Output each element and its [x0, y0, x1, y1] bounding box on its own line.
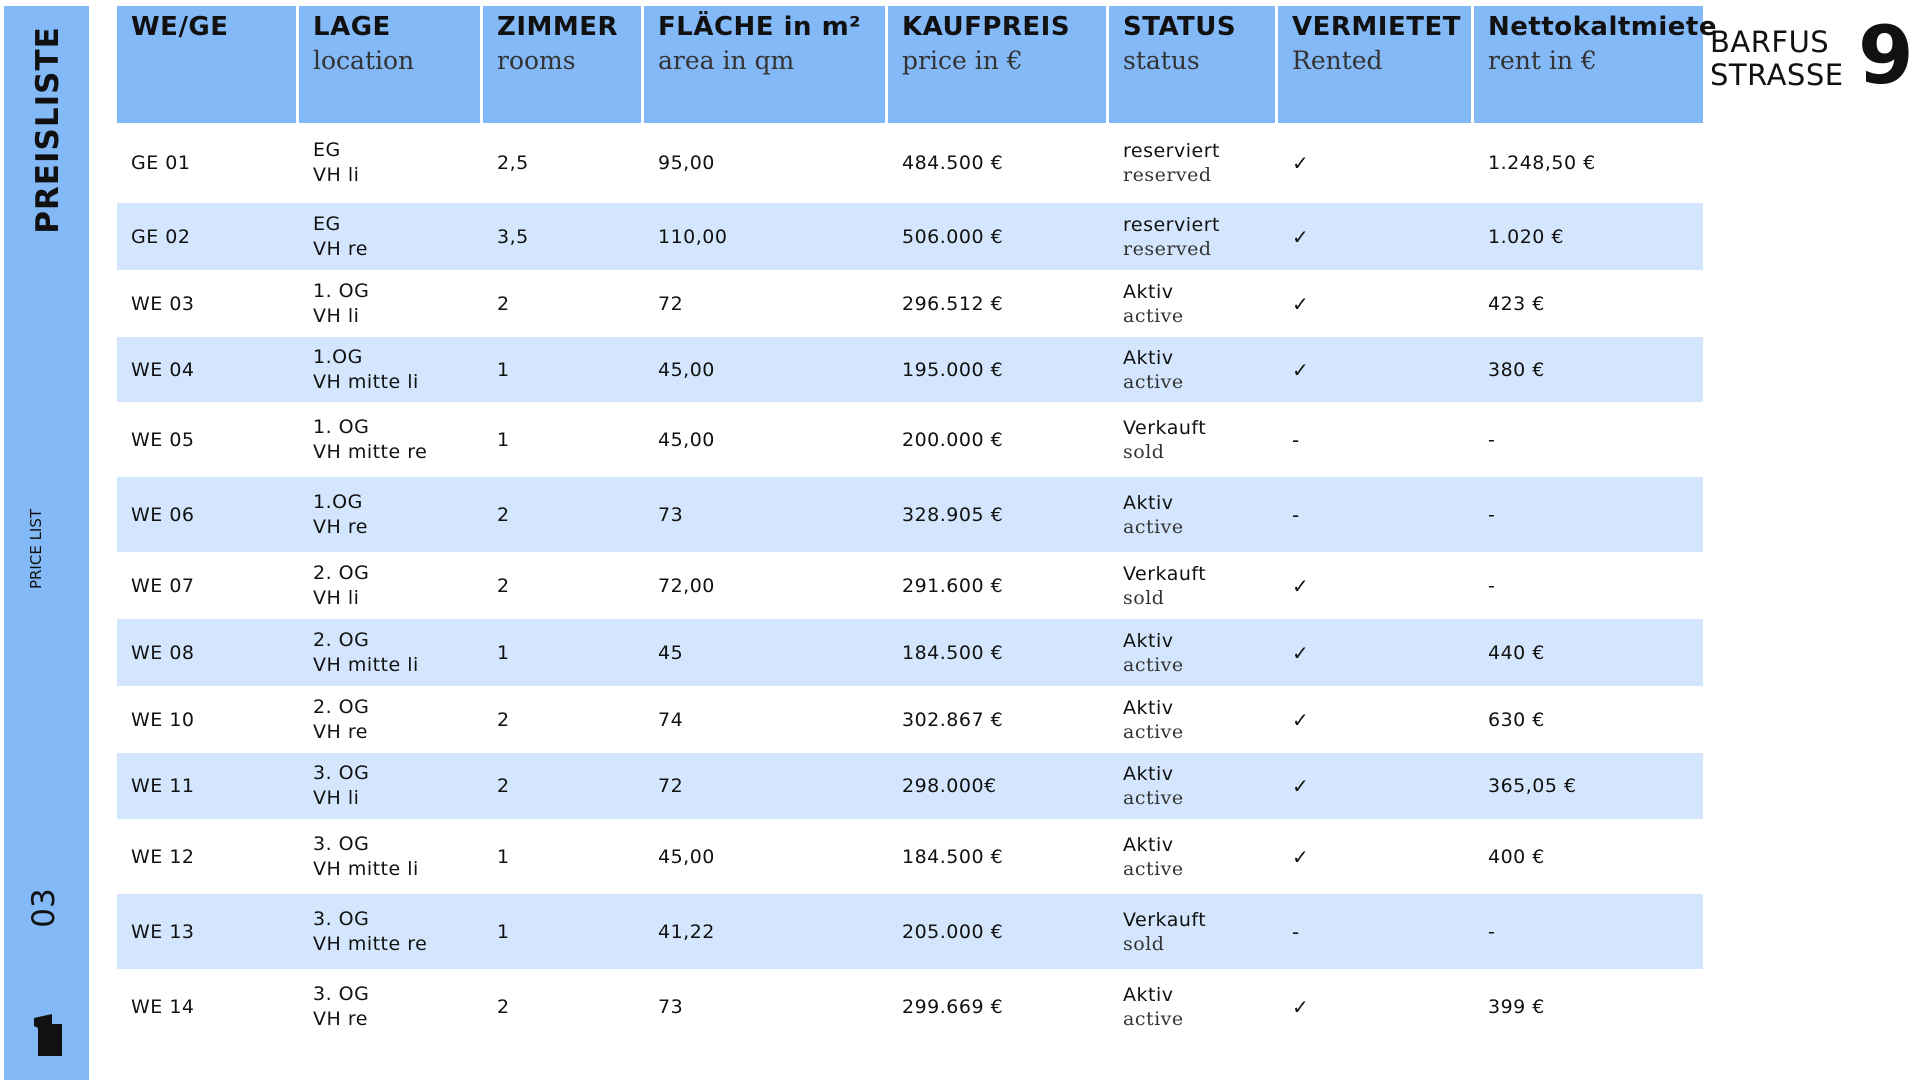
cell-rented: [1278, 969, 1474, 1044]
location-floor: 3. OG: [313, 832, 370, 855]
col-header-sublabel: rooms: [497, 46, 576, 75]
cell-price: 484.500 €: [888, 123, 1109, 203]
cell-rent: -: [1474, 402, 1703, 477]
col-header-rooms: [483, 6, 644, 123]
cell-unit: GE 02: [117, 203, 299, 270]
cell-unit: WE 06: [117, 477, 299, 552]
table-row: [117, 753, 1703, 819]
table-row: [117, 619, 1703, 686]
status-en: active: [1123, 857, 1184, 880]
cell-area: 45: [644, 619, 888, 686]
cell-rent: 1.248,50 €: [1474, 123, 1703, 203]
status-de: Aktiv: [1123, 696, 1174, 719]
cell-area: 45,00: [644, 337, 888, 402]
status-en: active: [1123, 515, 1184, 538]
cell-unit: WE 04: [117, 337, 299, 402]
status-en: active: [1123, 720, 1184, 743]
brand-line-2: STRASSE: [1710, 58, 1844, 92]
cell-rented: [1278, 894, 1474, 969]
status-de: reserviert: [1123, 140, 1220, 162]
cell-rent: 400 €: [1474, 819, 1703, 894]
location-floor: 1.OG: [313, 490, 363, 513]
cell-status: [1109, 969, 1278, 1044]
sidebar: [4, 6, 89, 1080]
cell-location: [299, 337, 483, 402]
cell-unit: WE 14: [117, 969, 299, 1044]
col-header-label: WE/GE: [131, 12, 229, 42]
cell-location: [299, 619, 483, 686]
cell-price: 506.000 €: [888, 203, 1109, 270]
location-floor: EG: [313, 139, 341, 161]
cell-rooms: 2: [483, 686, 644, 753]
cell-rented: [1278, 819, 1474, 894]
cell-rent: 423 €: [1474, 270, 1703, 337]
status-de: Verkauft: [1123, 416, 1207, 439]
cell-location: [299, 477, 483, 552]
cell-rented: [1278, 753, 1474, 819]
cell-unit: WE 07: [117, 552, 299, 619]
location-floor: 1. OG: [313, 279, 370, 302]
status-en: active: [1123, 1007, 1184, 1030]
cell-rent: 630 €: [1474, 686, 1703, 753]
cell-rooms: 2: [483, 477, 644, 552]
location-position: VH mitte li: [313, 857, 419, 880]
rented-mark: ✓: [1292, 994, 1310, 1019]
rented-mark: ✓: [1292, 224, 1310, 249]
cell-status: [1109, 819, 1278, 894]
cell-location: [299, 123, 483, 203]
cell-price: 205.000 €: [888, 894, 1109, 969]
cell-location: [299, 203, 483, 270]
col-header-area: [644, 6, 888, 123]
cell-rooms: 1: [483, 402, 644, 477]
status-en: active: [1123, 787, 1184, 809]
table-row: [117, 402, 1703, 477]
cell-area: 95,00: [644, 123, 888, 203]
cell-status: [1109, 270, 1278, 337]
rented-mark: ✓: [1292, 151, 1310, 175]
location-floor: 3. OG: [313, 762, 370, 784]
cell-area: 110,00: [644, 203, 888, 270]
status-de: Aktiv: [1123, 346, 1174, 369]
cell-rent: 399 €: [1474, 969, 1703, 1044]
status-de: Verkauft: [1123, 908, 1207, 931]
status-en: sold: [1123, 440, 1165, 463]
status-de: Aktiv: [1123, 833, 1174, 856]
cell-price: 184.500 €: [888, 619, 1109, 686]
status-en: reserved: [1123, 237, 1212, 260]
rented-mark: ✓: [1292, 707, 1310, 732]
table-row: [117, 270, 1703, 337]
document-marker-icon: [34, 1014, 62, 1056]
cell-rented: [1278, 686, 1474, 753]
cell-area: 41,22: [644, 894, 888, 969]
cell-area: 72: [644, 753, 888, 819]
cell-price: 296.512 €: [888, 270, 1109, 337]
col-header-location: [299, 6, 483, 123]
cell-status: [1109, 402, 1278, 477]
cell-unit: WE 11: [117, 753, 299, 819]
sidebar-title: PREISLISTE: [30, 26, 66, 234]
cell-price: 184.500 €: [888, 819, 1109, 894]
cell-price: 328.905 €: [888, 477, 1109, 552]
col-header-unit: [117, 6, 299, 123]
cell-status: [1109, 686, 1278, 753]
col-header-label: Nettokaltmiete: [1488, 12, 1717, 42]
table-row: [117, 477, 1703, 552]
location-position: VH mitte li: [313, 653, 419, 676]
col-header-rented: [1278, 6, 1474, 123]
cell-unit: WE 13: [117, 894, 299, 969]
cell-area: 72,00: [644, 552, 888, 619]
cell-price: 291.600 €: [888, 552, 1109, 619]
status-de: reserviert: [1123, 213, 1220, 236]
table-row: [117, 686, 1703, 753]
cell-rented: [1278, 270, 1474, 337]
table-header-row: [117, 6, 1703, 123]
location-position: VH li: [313, 586, 360, 609]
cell-rent: 440 €: [1474, 619, 1703, 686]
cell-unit: WE 08: [117, 619, 299, 686]
cell-status: [1109, 894, 1278, 969]
location-position: VH re: [313, 720, 368, 743]
status-de: Aktiv: [1123, 629, 1174, 652]
cell-area: 45,00: [644, 819, 888, 894]
cell-unit: WE 05: [117, 402, 299, 477]
cell-status: [1109, 203, 1278, 270]
table-row: [117, 969, 1703, 1044]
rented-mark: -: [1292, 919, 1300, 944]
location-floor: EG: [313, 212, 341, 235]
status-de: Aktiv: [1123, 763, 1174, 785]
status-de: Aktiv: [1123, 280, 1174, 303]
status-en: active: [1123, 304, 1184, 327]
location-floor: 3. OG: [313, 982, 370, 1005]
col-header-sublabel: price in €: [902, 46, 1023, 75]
brand-logo: [1710, 9, 1914, 102]
cell-price: 200.000 €: [888, 402, 1109, 477]
table-row: [117, 203, 1703, 270]
rented-mark: ✓: [1292, 640, 1310, 665]
cell-rent: -: [1474, 552, 1703, 619]
cell-rented: [1278, 619, 1474, 686]
col-header-label: ZIMMER: [497, 12, 619, 42]
cell-status: [1109, 619, 1278, 686]
cell-rent: -: [1474, 894, 1703, 969]
cell-rooms: 1: [483, 337, 644, 402]
cell-rented: [1278, 402, 1474, 477]
cell-unit: GE 01: [117, 123, 299, 203]
col-header-sublabel: location: [313, 46, 415, 75]
cell-rooms: 2: [483, 753, 644, 819]
cell-rent: -: [1474, 477, 1703, 552]
status-de: Aktiv: [1123, 983, 1174, 1006]
cell-unit: WE 10: [117, 686, 299, 753]
sidebar-subtitle: PRICE LIST: [27, 508, 45, 590]
location-position: VH mitte re: [313, 440, 428, 463]
location-position: VH re: [313, 515, 368, 538]
location-floor: 1.OG: [313, 345, 363, 368]
cell-rented: [1278, 477, 1474, 552]
cell-rented: [1278, 552, 1474, 619]
col-header-sublabel: status: [1123, 46, 1200, 75]
cell-unit: WE 12: [117, 819, 299, 894]
col-header-label: LAGE: [313, 12, 391, 42]
location-floor: 2. OG: [313, 628, 370, 651]
cell-status: [1109, 753, 1278, 819]
rented-mark: ✓: [1292, 357, 1310, 382]
location-floor: 3. OG: [313, 907, 370, 930]
page-number: 03: [26, 888, 62, 928]
location-floor: 1. OG: [313, 415, 370, 438]
status-en: sold: [1123, 586, 1165, 609]
table-row: [117, 552, 1703, 619]
table-row: [117, 819, 1703, 894]
table-row: [117, 123, 1703, 203]
cell-area: 72: [644, 270, 888, 337]
col-header-label: VERMIETET: [1292, 12, 1461, 42]
cell-location: [299, 270, 483, 337]
cell-unit: WE 03: [117, 270, 299, 337]
brand-number: 9: [1858, 9, 1914, 102]
location-position: VH re: [313, 1007, 368, 1030]
cell-price: 298.000€: [888, 753, 1109, 819]
table-row: [117, 337, 1703, 402]
cell-rent: 365,05 €: [1474, 753, 1703, 819]
col-header-label: FLÄCHE in m²: [658, 12, 862, 42]
col-header-sublabel: area in qm: [658, 46, 795, 75]
status-en: sold: [1123, 932, 1165, 955]
cell-rented: [1278, 337, 1474, 402]
cell-area: 73: [644, 969, 888, 1044]
cell-location: [299, 969, 483, 1044]
cell-status: [1109, 477, 1278, 552]
cell-status: [1109, 123, 1278, 203]
cell-rooms: 3,5: [483, 203, 644, 270]
cell-price: 195.000 €: [888, 337, 1109, 402]
rented-mark: ✓: [1292, 291, 1310, 316]
rented-mark: -: [1292, 502, 1300, 527]
cell-rooms: 2: [483, 270, 644, 337]
status-de: Aktiv: [1123, 491, 1174, 514]
cell-location: [299, 753, 483, 819]
table-body: [117, 123, 1703, 1044]
col-header-status: [1109, 6, 1278, 123]
cell-rooms: 1: [483, 894, 644, 969]
cell-area: 74: [644, 686, 888, 753]
cell-location: [299, 552, 483, 619]
cell-location: [299, 686, 483, 753]
location-position: VH mitte li: [313, 370, 419, 393]
col-header-price: [888, 6, 1109, 123]
cell-rented: [1278, 203, 1474, 270]
col-header-sublabel: Rented: [1292, 46, 1383, 75]
col-header-sublabel: rent in €: [1488, 46, 1597, 75]
cell-rent: 1.020 €: [1474, 203, 1703, 270]
brand-name: [1710, 26, 1844, 92]
table-row: [117, 894, 1703, 969]
status-en: reserved: [1123, 164, 1212, 186]
cell-rooms: 2: [483, 552, 644, 619]
status-de: Verkauft: [1123, 562, 1207, 585]
cell-status: [1109, 552, 1278, 619]
col-header-rent: [1474, 6, 1717, 123]
cell-location: [299, 894, 483, 969]
col-header-label: STATUS: [1123, 12, 1237, 42]
location-floor: 2. OG: [313, 695, 370, 718]
cell-rent: 380 €: [1474, 337, 1703, 402]
status-en: active: [1123, 653, 1184, 676]
location-floor: 2. OG: [313, 561, 370, 584]
location-position: VH mitte re: [313, 932, 428, 955]
cell-price: 302.867 €: [888, 686, 1109, 753]
location-position: VH li: [313, 304, 360, 327]
cell-area: 45,00: [644, 402, 888, 477]
brand-line-1: BARFUS: [1710, 25, 1830, 59]
status-en: active: [1123, 370, 1184, 393]
cell-area: 73: [644, 477, 888, 552]
rented-mark: -: [1292, 427, 1300, 452]
cell-status: [1109, 337, 1278, 402]
cell-rooms: 1: [483, 819, 644, 894]
location-position: VH re: [313, 237, 368, 260]
col-header-label: KAUFPREIS: [902, 12, 1071, 42]
cell-rooms: 2,5: [483, 123, 644, 203]
cell-location: [299, 819, 483, 894]
rented-mark: ✓: [1292, 774, 1310, 798]
rented-mark: ✓: [1292, 844, 1310, 869]
location-position: VH li: [313, 787, 360, 809]
cell-rooms: 1: [483, 619, 644, 686]
cell-rooms: 2: [483, 969, 644, 1044]
cell-location: [299, 402, 483, 477]
cell-price: 299.669 €: [888, 969, 1109, 1044]
cell-rented: [1278, 123, 1474, 203]
rented-mark: ✓: [1292, 573, 1310, 598]
price-table: [117, 6, 1717, 1044]
location-position: VH li: [313, 164, 360, 186]
